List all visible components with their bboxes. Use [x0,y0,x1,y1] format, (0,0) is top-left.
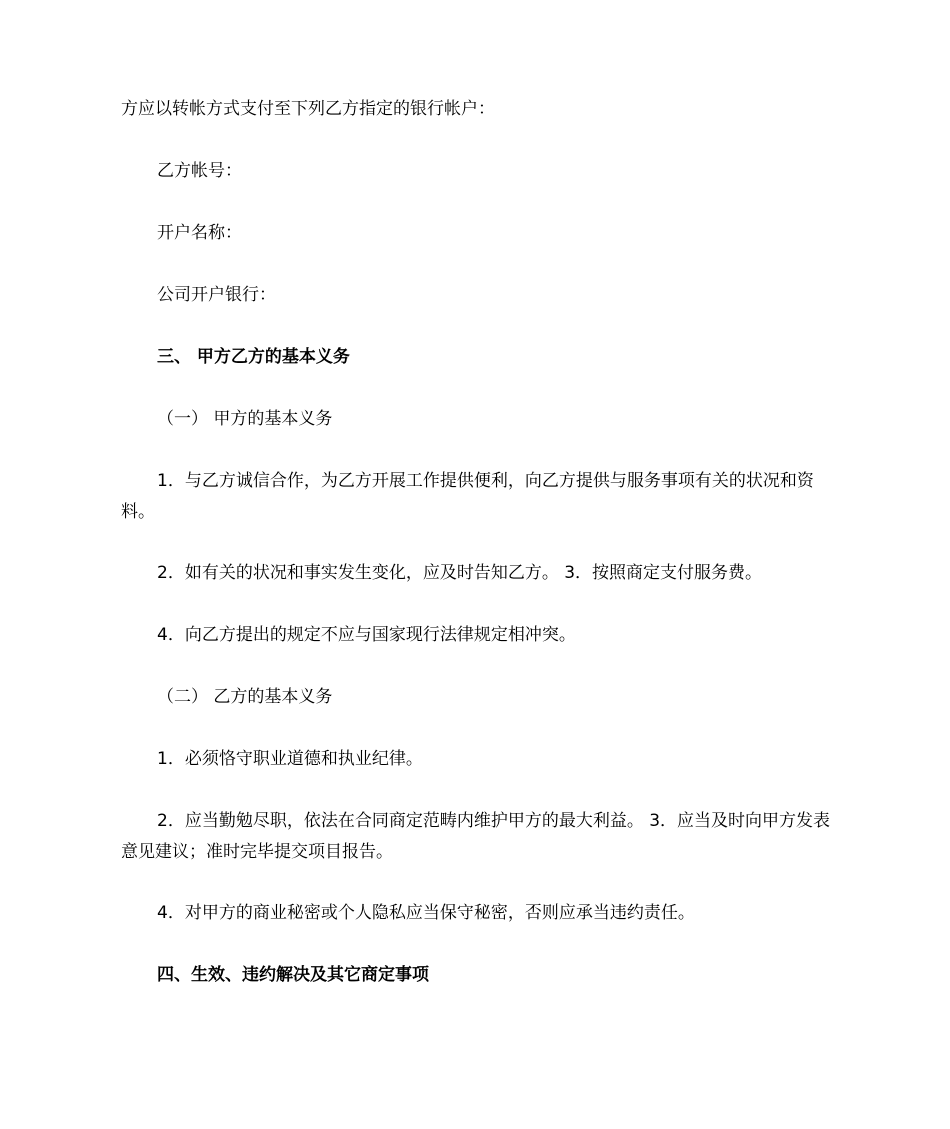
bank-name-label: 公司开户银行： [157,285,276,305]
subheading-party-b: （二） 乙方的基本义务 [157,687,333,707]
party-b-item-2-3: 2．应当勤勉尽职，依法在合同商定范畴内维护甲方的最大利益。 3．应当及时向甲方发表意见建议；准时完毕提交项目报告。 [121,811,831,862]
party-b-item-1: 1．必须恪守职业道德和执业纪律。 [157,749,423,769]
section-heading-effectiveness: 四、生效、违约解决及其它商定事项 [157,965,429,985]
payment-method-text: 方应以转帐方式支付至下列乙方指定的银行帐户： [121,99,495,119]
account-name-label: 开户名称： [157,223,242,243]
subheading-party-a: （一） 甲方的基本义务 [157,409,333,429]
party-b-item-4: 4．对甲方的商业秘密或个人隐私应当保守秘密，否则应承当违约责任。 [157,903,695,923]
section-heading-obligations: 三、 甲方乙方的基本义务 [157,347,350,367]
party-a-item-1: 1．与乙方诚信合作，为乙方开展工作提供便利，向乙方提供与服务事项有关的状况和资料。 [121,471,814,522]
party-a-item-4: 4．向乙方提出的规定不应与国家现行法律规定相冲突。 [157,625,576,645]
party-a-item-2-3: 2．如有关的状况和事实发生变化，应及时告知乙方。 3．按照商定支付服务费。 [157,563,763,583]
account-number-label: 乙方帐号： [157,161,242,181]
